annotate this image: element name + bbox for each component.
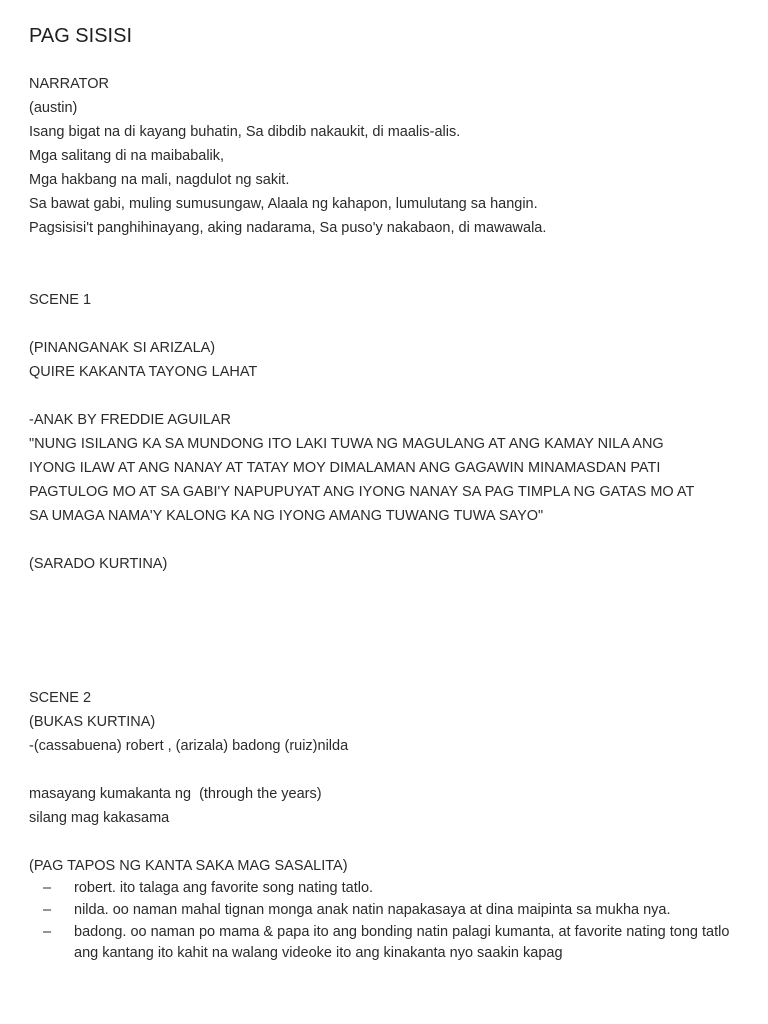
spacer [29,240,741,288]
song-title: -ANAK BY FREDDIE AGUILAR [29,412,231,428]
scene1-cue: QUIRE KAKANTA TAYONG LAHAT [29,364,258,380]
spacer [29,758,741,782]
dash-bullet: – [43,880,52,896]
scene2-action: silang mag kakasama [29,810,170,826]
narrator-section [29,72,741,240]
narrator-line: Pagsisisi't panghihinayang, aking nadarama, Sa puso'y nakabaon, di mawawala. [29,220,547,236]
narrator-line: Isang bigat na di kayang buhatin, Sa dibdib nakaukit, di maalis-alis. [29,124,461,140]
dialogue-list [29,878,741,964]
document-title: PAG SISISI [29,25,132,47]
dialogue-item [29,900,741,921]
scene1-heading: SCENE 1 [29,292,92,308]
dialogue-text: robert. ito talaga ang favorite song nating tatlo. [74,880,374,896]
song-lyrics-line: SA UMAGA NAMA'Y KALONG KA NG IYONG AMANG TUWANG TUWA SAYO" [29,508,544,524]
scene2-direction: (BUKAS KURTINA) [29,714,156,730]
narrator-line: Mga hakbang na mali, nagdulot ng sakit. [29,172,290,188]
narrator-line: Sa bawat gabi, muling sumusungaw, Alaala ng kahapon, lumulutang sa hangin. [29,196,538,212]
scene1-closing: (SARADO KURTINA) [29,556,168,572]
spacer [29,830,741,854]
dash-bullet: – [43,924,52,940]
scene1-direction: (PINANGANAK SI ARIZALA) [29,340,216,356]
song-lyrics-line: IYONG ILAW AT ANG NANAY AT TATAY MOY DIMALAMAN ANG GAGAWIN MINAMASDAN PATI [29,460,661,476]
dialogue-item [29,878,741,899]
narrator-line: Mga salitang di na maibabalik, [29,148,225,164]
narrator-actor: (austin) [29,100,78,116]
dialogue-text: badong. oo naman po mama & papa ito ang bonding natin palagi kumanta, at favorite nating tong tatlo ang kantang ito kahit na walang videoke ito ang kinakanta nyo saakin kapag [74,924,730,961]
scene1-section [29,288,741,576]
spacer [29,528,741,552]
song-lyrics-line: PAGTULOG MO AT SA GABI'Y NAPUPUYAT ANG IYONG NANAY SA PAG TIMPLA NG GATAS MO AT [29,484,695,500]
dialogue-text: nilda. oo naman mahal tignan monga anak natin napakasaya at dina maipinta sa mukha nya. [74,902,671,918]
narrator-heading: NARRATOR [29,76,110,92]
spacer [29,312,741,336]
scene2-cue: (PAG TAPOS NG KANTA SAKA MAG SASALITA) [29,858,348,874]
spacer [29,576,741,686]
scene2-section [29,686,741,964]
scene2-action: masayang kumakanta ng (through the years) [29,786,322,802]
dash-bullet: – [43,902,52,918]
dialogue-item [29,922,741,964]
scene2-cast: -(cassabuena) robert , (arizala) badong (ruiz)nilda [29,738,349,754]
document-page [29,22,741,965]
song-lyrics-line: "NUNG ISILANG KA SA MUNDONG ITO LAKI TUWA NG MAGULANG AT ANG KAMAY NILA ANG [29,436,664,452]
scene2-heading: SCENE 2 [29,690,92,706]
spacer [29,384,741,408]
